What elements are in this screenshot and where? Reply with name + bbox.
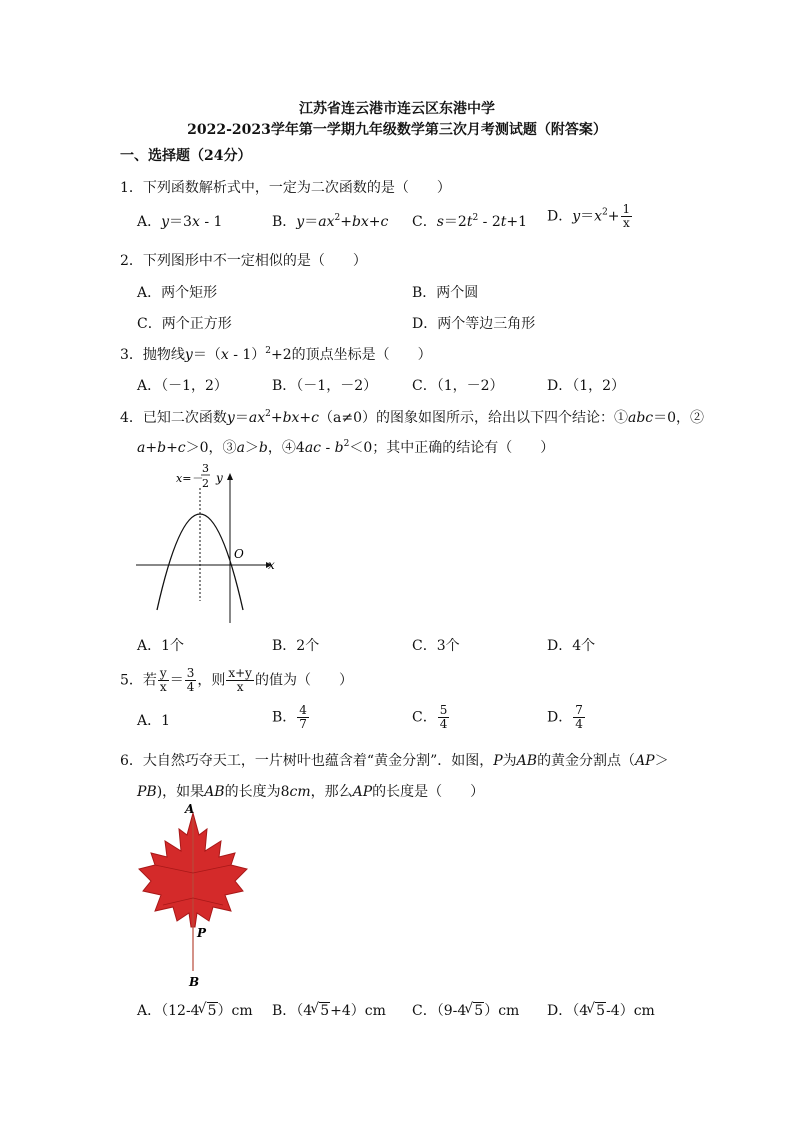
question-5-option-a[interactable]: A．1	[137, 713, 171, 729]
section-heading: 一、选择题（24分）	[120, 148, 252, 164]
question-6-option-a[interactable]: A．（12-4√ 5）cm	[137, 1000, 253, 1020]
leaf-label-b: B	[189, 975, 200, 989]
maple-leaf-figure	[135, 803, 253, 993]
question-5-option-d[interactable]: D． $\frac{7}{4}$	[547, 703, 583, 731]
question-3-option-c[interactable]: C．（1，－2）	[412, 378, 504, 394]
origin-label: O	[234, 547, 244, 561]
question-1-option-b[interactable]: B．$y=ax^2+bx+c$	[272, 213, 389, 230]
question-5-stem: 5．若 $\frac{y}{x}$ ＝ $\frac{3}{4}$ ，则 $\frac{x+y}{x}$ 的值为（ ）	[120, 666, 353, 694]
question-2-option-d[interactable]: D．两个等边三角形	[412, 316, 536, 332]
question-2-option-c[interactable]: C．两个正方形	[137, 316, 232, 332]
question-2-stem: 2．下列图形中不一定相似的是（ ）	[120, 253, 367, 269]
leaf-label-p: P	[197, 926, 207, 940]
question-3-option-a[interactable]: A．（－1，2）	[137, 378, 228, 394]
question-4-option-d[interactable]: D．4个	[547, 638, 596, 654]
question-3-option-d[interactable]: D．（1，2）	[547, 378, 626, 394]
question-1-option-a[interactable]: A．y＝3x - 1	[137, 214, 223, 230]
symmetry-label: x=－	[176, 472, 203, 485]
question-4-stem-line2: a+b+c＞0，③a＞b，④4ac - $b^2<0$；其中正确的结论有（ ）	[137, 439, 555, 456]
question-5-option-c[interactable]: C． $\frac{5}{4}$	[412, 703, 448, 731]
question-6-stem-line2: PB)，如果AB的长度为8cm，那么AP的长度是（ ）	[137, 784, 485, 800]
question-6-option-b[interactable]: B．（4√ 5+4）cm	[272, 1000, 386, 1020]
question-6-stem-line1: 6．大自然巧夺天工，一片树叶也蕴含着“黄金分割”．如图，P为AB的黄金分割点（AP＞	[120, 753, 669, 769]
question-3-stem: 3．抛物线y＝（x - 1）$^2$+2的顶点坐标是（ ）	[120, 346, 432, 363]
question-1-option-c[interactable]: C．$s=2t^2 - 2t+1$	[412, 213, 528, 230]
exam-title-line1: 江苏省连云港市连云区东港中学	[299, 101, 495, 117]
exam-title-line2: 2022-2023学年第一学期九年级数学第三次月考测试题（附答案）	[187, 122, 607, 138]
y-axis-label: y	[216, 471, 223, 485]
symmetry-frac-den: 2	[202, 477, 209, 490]
question-4-option-a[interactable]: A．1个	[137, 638, 185, 654]
question-2-option-b[interactable]: B．两个圆	[412, 285, 479, 301]
question-4-option-c[interactable]: C．3个	[412, 638, 460, 654]
question-5-option-b[interactable]: B． $\frac{4}{7}$	[272, 703, 307, 731]
question-4-stem-line1: 4．已知二次函数$y=ax^2+bx+c(a\ne 0)$的图象如图所示，给出以下四个结论：①abc＝0，②	[120, 409, 705, 426]
question-4-option-b[interactable]: B．2个	[272, 638, 320, 654]
question-3-option-b[interactable]: B．（－1，－2）	[272, 378, 378, 394]
leaf-label-a: A	[185, 803, 195, 816]
question-2-option-a[interactable]: A．两个矩形	[137, 285, 218, 301]
question-6-option-c[interactable]: C．（9-4√ 5）cm	[412, 1000, 519, 1020]
y-axis-arrow	[227, 473, 233, 480]
question-1-stem: 1．下列函数解析式中，一定为二次函数的是（ ）	[120, 180, 451, 196]
parabola-graph	[130, 458, 280, 628]
x-axis-label: x	[268, 558, 275, 572]
question-1-option-d[interactable]: D．$y=x^2+$ $\frac{1}{x}$	[547, 202, 631, 230]
symmetry-frac-num: 3	[202, 462, 209, 475]
question-6-option-d[interactable]: D．（4√ 5-4）cm	[547, 1000, 655, 1020]
